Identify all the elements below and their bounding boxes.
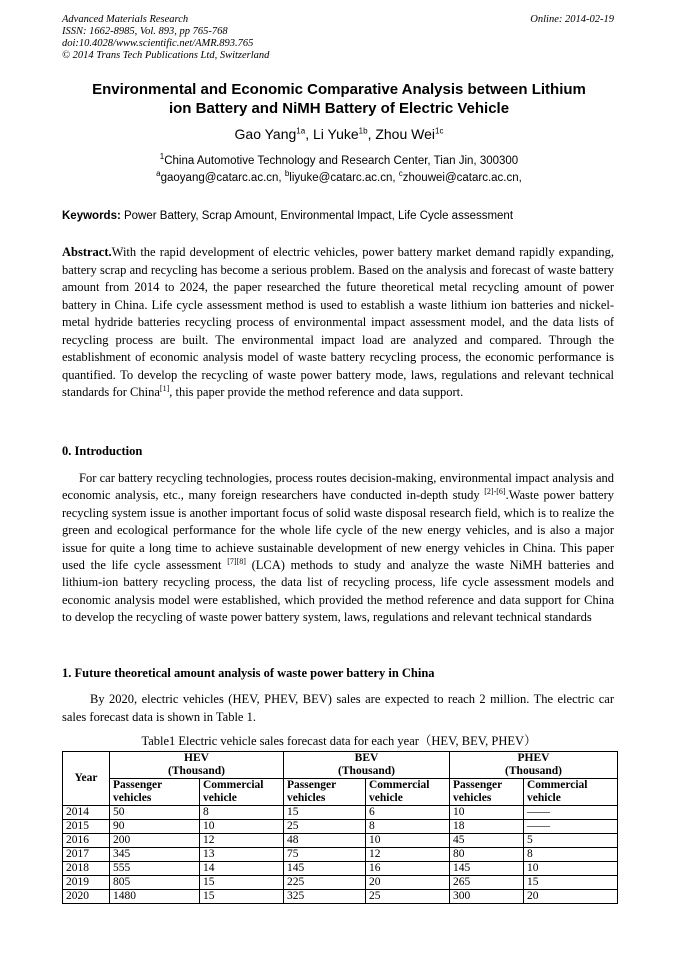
table-cell: 8 [366,820,450,834]
table-body [63,806,618,904]
table-cell: 20 [524,890,618,904]
abstract-tail: , this paper provide the method reference and data support. [169,385,464,399]
table-cell: 145 [450,862,524,876]
table-cell: 805 [110,876,200,890]
affiliation [62,153,616,170]
table-cell: 1480 [110,890,200,904]
author-list: Gao Yang$^{1a}$, Li Yuke$^{1b}$, Zhou Wei$^{1c}$ [234,126,444,142]
table-row [63,848,618,862]
table-cell: 12 [200,834,284,848]
table-cell: 75 [284,848,366,862]
sales-forecast-table [62,751,618,904]
section-heading-introduction: 0. Introduction [62,444,143,458]
table-cell: 13 [200,848,284,862]
table-row [63,820,618,834]
year-cell: 2015 [63,820,110,834]
table-cell: 8 [524,848,618,862]
sub-header: Passenger vehicles [110,779,200,806]
table-cell: 200 [110,834,200,848]
table-row [63,834,618,848]
table-cell: 10 [366,834,450,848]
table-cell: 25 [284,820,366,834]
table-cell: 15 [200,890,284,904]
affiliation-sup: 1 [159,152,165,162]
table-cell: 5 [524,834,618,848]
email-sup: a [156,169,161,179]
keywords [62,210,616,222]
journal-doi: doi:10.4028/www.scientific.net/AMR.893.765 [62,38,254,49]
group-header: HEV (Thousand) [110,752,284,779]
author-name: Zhou Wei [375,126,436,142]
title-line-2: ion Battery and NiMH Battery of Electric Vehicle [168,100,510,117]
journal-copyright: © 2014 Trans Tech Publications Ltd, Switzerland [62,50,270,61]
group-header: BEV (Thousand) [284,752,450,779]
table-row [63,806,618,820]
table-cell: 80 [450,848,524,862]
table-cell: 48 [284,834,366,848]
table-row [63,862,618,876]
email-link[interactable]: zhouwei@catarc.ac.cn, [402,172,522,184]
table-cell: 14 [200,862,284,876]
table-cell: 6 [366,806,450,820]
table-cell: 265 [450,876,524,890]
title-line-1: Environmental and Economic Comparative Analysis between Lithium [92,81,586,98]
intro-text: For car battery recycling technologies, process routes decision-making, environmental impact analysis and economic analysis, etc., many foreign researchers have conducted in-depth study [62,471,614,503]
online-date: Online: 2014-02-19 [530,14,614,25]
table-row [63,890,618,904]
table-cell: 300 [450,890,524,904]
citation[interactable]: [7][8] [227,556,246,566]
year-cell: 2016 [63,834,110,848]
table-cell: 555 [110,862,200,876]
year-cell: 2017 [63,848,110,862]
author-sup: 1a [296,126,306,136]
email-line [62,170,616,187]
table-row [63,876,618,890]
section1-paragraph: By 2020, electric vehicles (HEV, PHEV, BEV) sales are expected to reach 2 million. The electric car sales forecast data is shown in Table 1. [62,692,614,724]
table-cell: 16 [366,862,450,876]
email-sup: b [284,169,290,179]
sub-header: Commercial vehicle [524,779,618,806]
table-cell: 25 [366,890,450,904]
year-cell: 2020 [63,890,110,904]
table-cell: 90 [110,820,200,834]
citation[interactable]: [1] [159,383,170,393]
table-cell: 12 [366,848,450,862]
year-header: Year [63,752,110,806]
abstract-text: With the rapid development of electric vehicles, power battery market demand rapidly expanding, battery scrap and recycling has become a serious problem. Based on the analysis and forecast of waste battery amount from 2014 to 2024, the paper researched the future theoretical metal recycling amount of power battery in China. Life cycle assessment method is used to establish a waste lithium ion batteries and nickel-metal hydride batteries recycling process of environmental impact assessment model, and the data lists of recycling process are built. The environmental impact load are analyzed and compared. Through the establishment of economic analysis model of waste battery recycling process, the economic performance is quantified. To develop the recycling of waste power battery mode, laws, regulations and relevant technical standards for China [62,245,614,399]
sub-header: Commercial vehicle [366,779,450,806]
table-cell: 145 [284,862,366,876]
sub-header: Passenger vehicles [284,779,366,806]
table-cell: 50 [110,806,200,820]
affiliation-text: China Automotive Technology and Research Center, Tian Jin, 300300 [164,155,519,167]
email-sup: c [398,169,403,179]
year-cell: 2019 [63,876,110,890]
email-link[interactable]: gaoyang@catarc.ac.cn, [160,172,282,184]
author-name: Li Yuke [312,126,359,142]
table-cell: 225 [284,876,366,890]
table-cell: 18 [450,820,524,834]
email-link[interactable]: liyuke@catarc.ac.cn, [289,172,396,184]
citation[interactable]: [2]-[6] [484,487,506,497]
table-cell: 20 [366,876,450,890]
affiliation-block [62,153,616,187]
table-cell: —— [524,820,618,834]
intro-text: (LCA) methods to study and analyze the waste NiMH batteries and lithium-ion battery recycling process, the data list of recycling process, life cycle assessment models and economic analysis model were established, which provided the method reference and data support for China to develop the recycling of waste power battery system, laws, regulations and relevant technical standards [62,558,614,625]
year-cell: 2018 [63,862,110,876]
table-cell: 10 [200,820,284,834]
author-sup: 1b [358,126,368,136]
journal-name: Advanced Materials Research [62,14,189,25]
table-cell: 15 [200,876,284,890]
table-cell: 15 [524,876,618,890]
table-cell: 8 [200,806,284,820]
table-cell: 10 [450,806,524,820]
journal-header [62,14,269,62]
year-cell: 2014 [63,806,110,820]
table-cell: 15 [284,806,366,820]
table-cell: 325 [284,890,366,904]
table-caption: Table1 Electric vehicle sales forecast data for each year（HEV, BEV, PHEV） [141,734,537,748]
keywords-label: Keywords: [62,210,121,222]
intro-text: .Waste power battery recycling system issue is another important focus of solid waste disposal research field, which is to realize the green and ecological performance for the whole life cycle of the new energy vehicles, and is also a major issue for quite a long time to achieve sustainable development of new energy vehicles in China. This paper used the life cycle assessment [62,488,614,573]
author-name: Gao Yang [234,126,297,142]
introduction-paragraph [62,470,614,627]
table-cell: 10 [524,862,618,876]
table-cell: —— [524,806,618,820]
table-cell: 45 [450,834,524,848]
author-sup: 1c [435,126,444,136]
table-cell: 345 [110,848,200,862]
group-header: PHEV (Thousand) [450,752,618,779]
keywords-text: Power Battery, Scrap Amount, Environmental Impact, Life Cycle assessment [120,210,514,222]
sub-header: Passenger vehicles [450,779,524,806]
section-heading-1: 1. Future theoretical amount analysis of waste power battery in China [62,666,435,680]
sub-header: Commercial vehicle [200,779,284,806]
paper-title [62,80,616,118]
abstract [62,244,614,402]
abstract-label: Abstract. [62,245,112,259]
journal-issn: ISSN: 1662-8985, Vol. 893, pp 765-768 [62,26,228,37]
